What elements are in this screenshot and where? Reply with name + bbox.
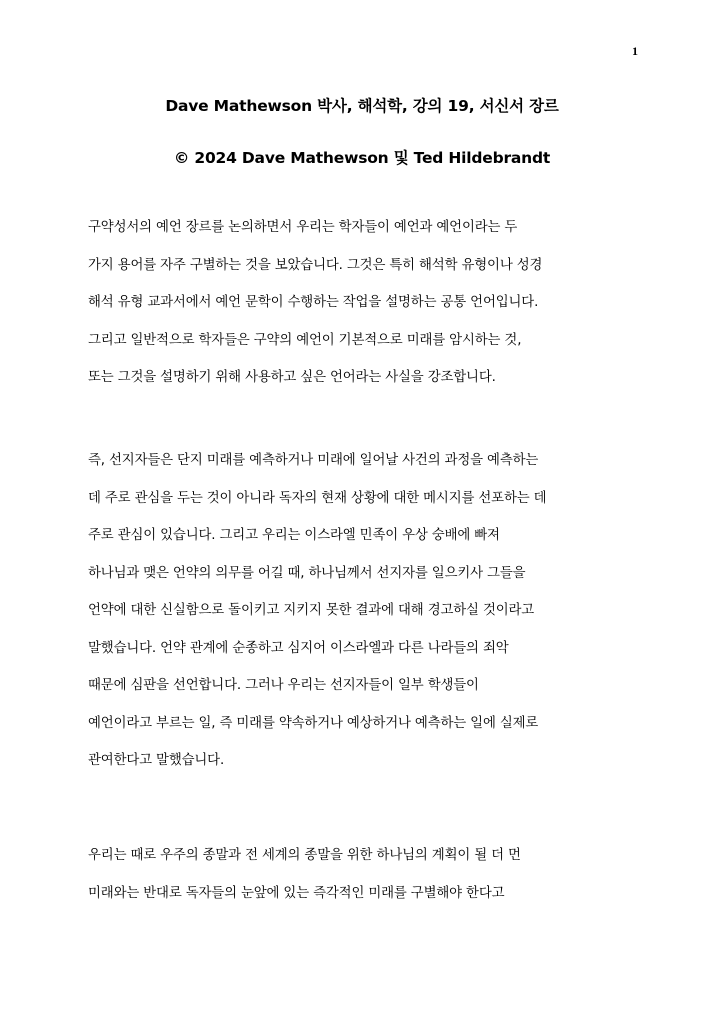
- paragraph-1: [88, 219, 648, 407]
- text-line: 말했습니다. 언약 관계에 순종하고 심지어 이스라엘과 다른 나라들의 죄악: [88, 640, 509, 656]
- text-line: 예언이라고 부르는 일, 즉 미래를 약속하거나 예상하거나 예측하는 일에 실제로: [88, 715, 539, 731]
- text-line: 그리고 일반적으로 학자들은 구약의 예언이 기본적으로 미래를 암시하는 것,: [88, 332, 522, 348]
- text-line: 즉, 선지자들은 단지 미래를 예측하거나 미래에 일어날 사건의 과정을 예측하는: [88, 453, 539, 468]
- text-line: 또는 그것을 설명하기 위해 사용하고 싶은 언어라는 사실을 강조합니다.: [88, 370, 496, 385]
- page-number: 1: [632, 44, 638, 58]
- text-line: 주로 관심이 있습니다. 그리고 우리는 이스라엘 민족이 우상 숭배에 빠져: [88, 528, 500, 543]
- text-line: 언약에 대한 신실함으로 돌이키고 지키지 못한 결과에 대해 경고하실 것이라고: [88, 603, 535, 618]
- document-title: Dave Mathewson 박사, 해석학, 강의 19, 서신서 장르: [165, 97, 559, 115]
- text-line: 해석 유형 교과서에서 예언 문학이 수행하는 작업을 설명하는 공통 언어입니다.: [88, 295, 539, 310]
- text-line: 하나님과 맺은 언약의 의무를 어길 때, 하나님께서 선지자를 일으키사 그들을: [88, 565, 526, 581]
- text-line: 관여한다고 말했습니다.: [88, 753, 225, 768]
- copyright-line: © 2024 Dave Mathewson 및 Ted Hildebrandt: [173, 149, 551, 167]
- text-line: 구약성서의 예언 장르를 논의하면서 우리는 학자들이 예언과 예언이라는 두: [88, 220, 518, 235]
- text-line: 가지 용어를 자주 구별하는 것을 보았습니다. 그것은 특히 해석학 유형이나 성경: [88, 257, 543, 273]
- text-line: 미래와는 반대로 독자들의 눈앞에 있는 즉각적인 미래를 구별해야 한다고: [88, 885, 505, 901]
- text-line: 데 주로 관심을 두는 것이 아니라 독자의 현재 상황에 대한 메시지를 선포하는 데: [88, 490, 547, 506]
- text-line: 우리는 때로 우주의 종말과 전 세계의 종말을 위한 하나님의 계획이 될 더 먼: [88, 848, 521, 863]
- text-line: 때문에 심판을 선언합니다. 그러나 우리는 선지자들이 일부 학생들이: [88, 678, 479, 693]
- paragraph-2: [88, 452, 648, 790]
- paragraph-3: [88, 847, 648, 922]
